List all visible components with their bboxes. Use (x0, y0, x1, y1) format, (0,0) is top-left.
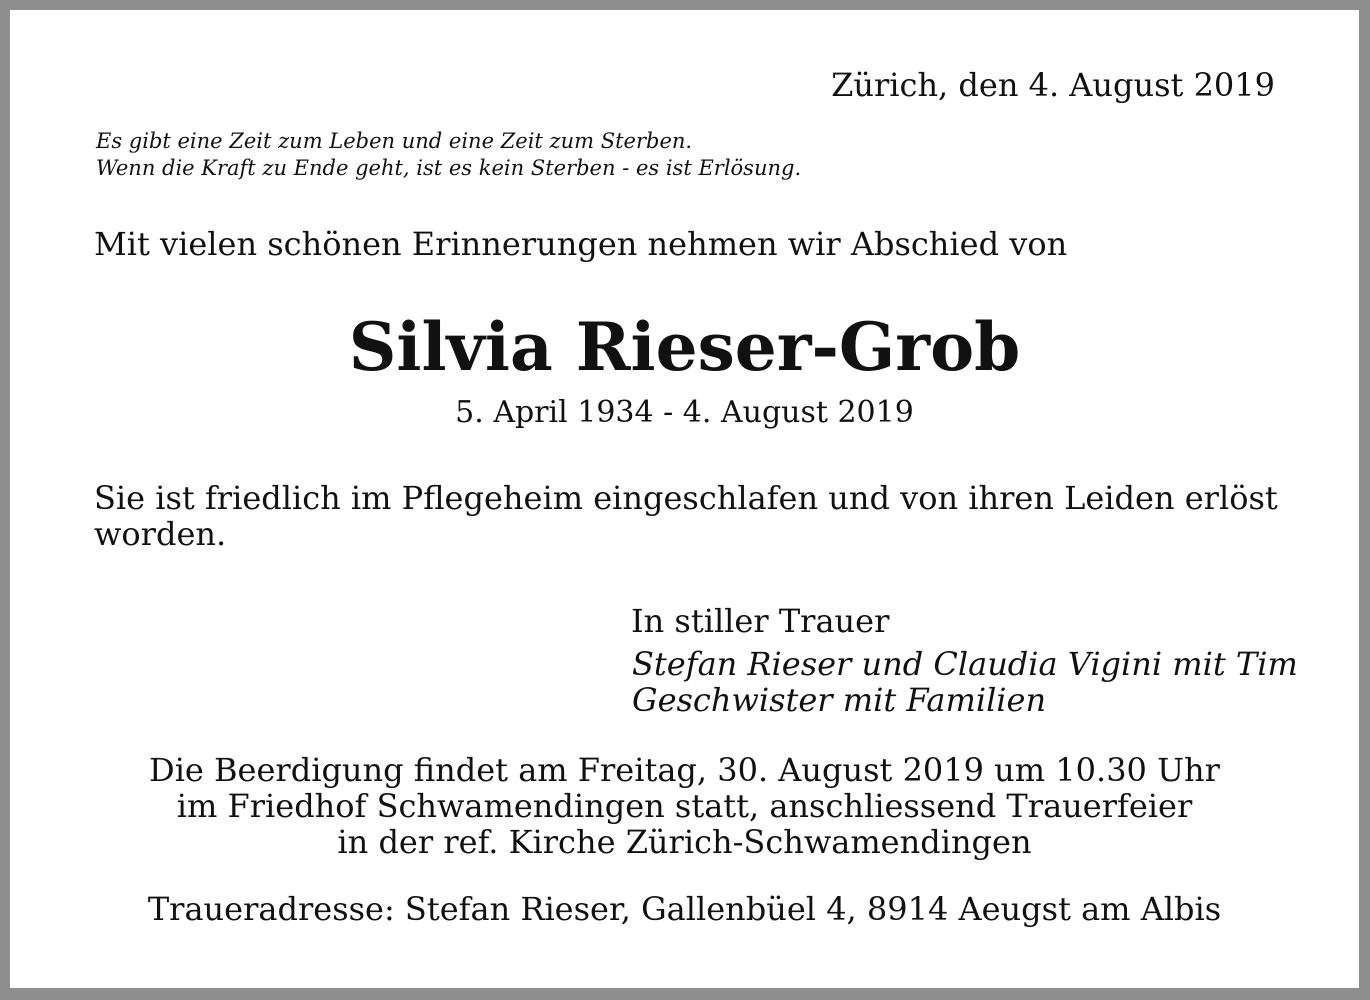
motto-line: Es gibt eine Zeit zum Leben und eine Zeit zum Sterben. (96, 129, 693, 153)
death-message: Sie ist friedlich im Pflegeheim eingeschlafen und von ihren Leiden erlöst worden. (94, 479, 1278, 553)
mourning-address: Traueradresse: Stefan Rieser, Gallenbüel 4, 8914 Aeugst am Albis (147, 890, 1222, 928)
deceased-name: Silvia Rieser-Grob (348, 308, 1021, 386)
life-dates: 5. April 1934 - 4. August 2019 (455, 395, 914, 430)
obituary-notice (10, 10, 1359, 988)
funeral-line: im Friedhof Schwamendingen statt, anschliessend Trauerfeier (176, 787, 1193, 825)
funeral-line: Die Beerdigung findet am Freitag, 30. August 2019 um 10.30 Uhr (149, 751, 1220, 789)
place-and-date: Zürich, den 4. August 2019 (831, 66, 1275, 104)
motto-line: Wenn die Kraft zu Ende geht, ist es kein Sterben - es ist Erlösung. (96, 156, 802, 180)
mourner-line: Geschwister mit Familien (632, 681, 1047, 719)
mourners-list (632, 646, 1298, 718)
funeral-details (10, 752, 1359, 860)
mourner-line: Stefan Rieser und Claudia Vigini mit Tim (632, 645, 1298, 683)
intro-text: Mit vielen schönen Erinnerungen nehmen wir Abschied von (94, 225, 1068, 263)
motto-quote (96, 128, 801, 182)
funeral-line: in der ref. Kirche Zürich-Schwamendingen (337, 823, 1032, 861)
mourning-label: In stiller Trauer (631, 602, 890, 640)
